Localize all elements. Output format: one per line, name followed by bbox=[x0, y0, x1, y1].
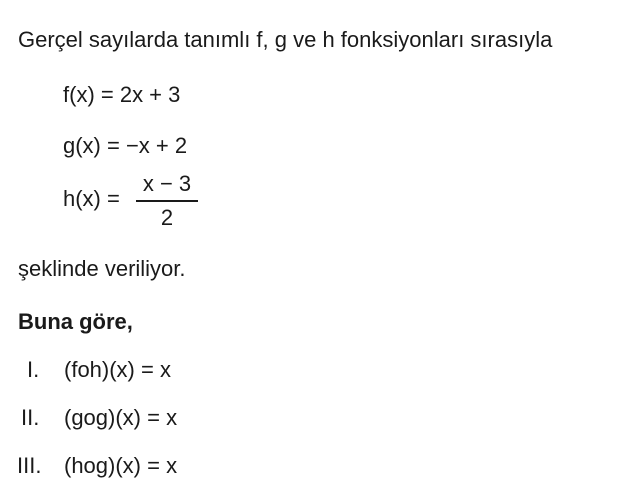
fraction-numerator: x − 3 bbox=[142, 171, 192, 196]
statement-numeral: II. bbox=[21, 405, 40, 430]
function-f-definition: f(x) = 2x + 3 bbox=[63, 82, 181, 107]
question-outro: şeklinde veriliyor. bbox=[18, 256, 186, 281]
statement-text: (gog)(x) = x bbox=[64, 405, 178, 430]
statement-numeral: III. bbox=[17, 453, 42, 478]
question-intro: Gerçel sayılarda tanımlı f, g ve h fonksiyonları sırasıyla bbox=[18, 27, 553, 52]
statement-text: (foh)(x) = x bbox=[64, 357, 171, 382]
question-prompt: Buna göre, bbox=[18, 309, 133, 334]
statement-item bbox=[17, 452, 177, 480]
statement-text: (hog)(x) = x bbox=[64, 453, 178, 478]
function-h-fraction bbox=[136, 170, 198, 232]
fraction-bar bbox=[136, 200, 198, 202]
statement-item bbox=[27, 356, 171, 384]
fraction-denominator: 2 bbox=[160, 205, 174, 230]
statement-item bbox=[21, 404, 177, 432]
function-h-label: h(x) = bbox=[63, 186, 120, 211]
statement-numeral: I. bbox=[27, 357, 40, 382]
function-g-definition: g(x) = −x + 2 bbox=[63, 133, 188, 158]
